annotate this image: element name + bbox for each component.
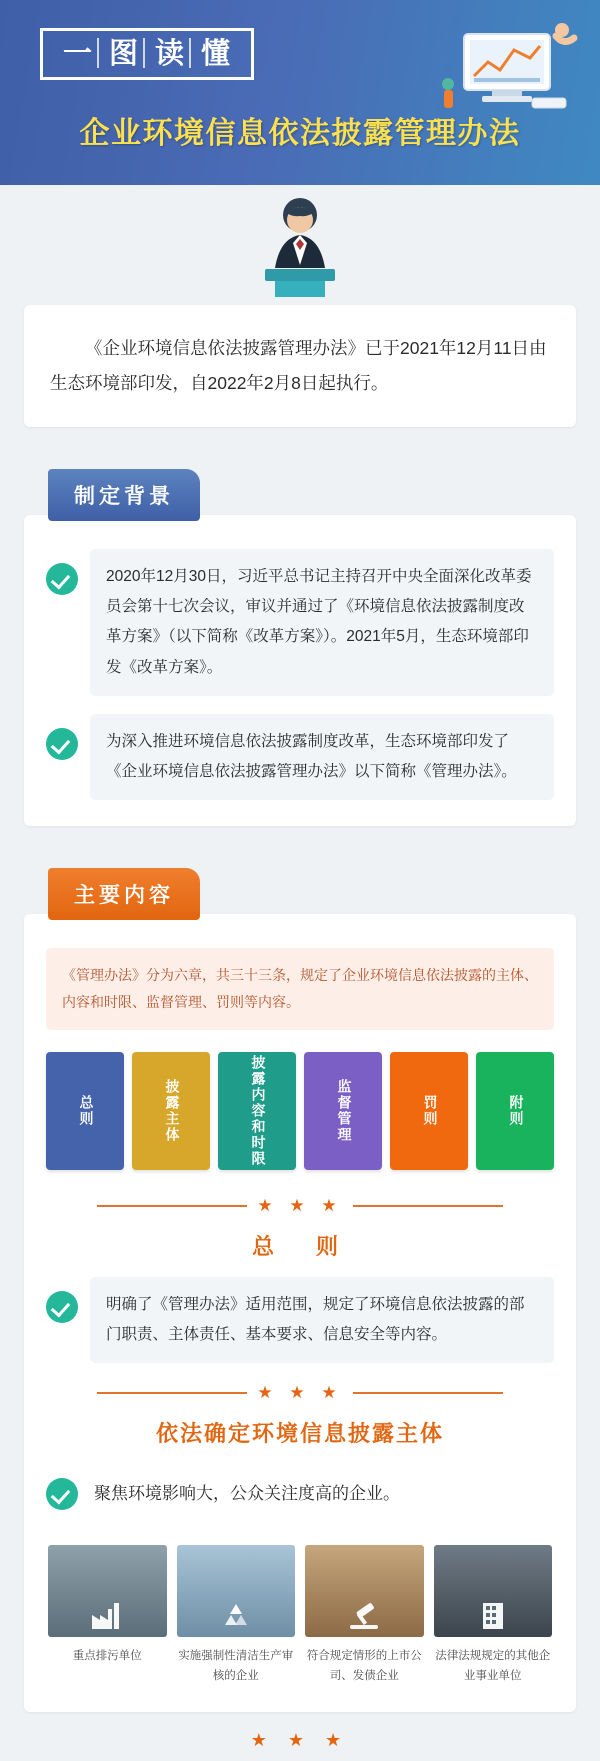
badge-char: 懂 <box>201 36 232 70</box>
list-item <box>46 1277 554 1363</box>
section-main-content <box>0 868 600 1712</box>
factory-icon <box>90 1601 124 1631</box>
divider-line <box>97 1392 247 1394</box>
sub-title-disclosure-subjects: 依法确定环境信息披露主体 <box>155 1421 444 1447</box>
list-item-text: 聚焦环境影响大，公众关注度高的企业。 <box>94 1483 400 1503</box>
intro-card: 《企业环境信息依法披露管理办法》已于2021年12月11日由生态环境部印发，自2022年2月8日起执行。 <box>24 305 576 427</box>
star-divider <box>46 1196 554 1216</box>
chapter-chip: 总则 <box>46 1052 124 1170</box>
page-title: 企业环境信息依法披露管理办法 <box>79 116 521 152</box>
main-content-summary: 《管理办法》分为六章，共三十三条，规定了企业环境信息依法披露的主体、内容和时限、监督管理、罚则等内容。 <box>46 948 554 1029</box>
building-icon <box>480 1601 506 1631</box>
check-icon <box>46 563 78 595</box>
divider-line <box>353 1205 503 1207</box>
speaker-zone <box>0 185 600 305</box>
sub-title-general-rules: 总 则 <box>251 1234 348 1260</box>
list-item <box>46 714 554 800</box>
list-item-text: 为深入推进环境信息依法披露制度改革，生态环境部印发了《企业环境信息依法披露管理办法》以下简称《管理办法》。 <box>90 714 554 800</box>
chapter-chip-list <box>46 1052 554 1170</box>
check-icon <box>46 728 78 760</box>
divider-line <box>353 1392 503 1394</box>
chapter-chip: 附则 <box>476 1052 554 1170</box>
windfarm-photo <box>177 1545 296 1637</box>
subject-card <box>177 1545 296 1686</box>
list-item-text: 2020年12月30日，习近平总书记主持召开中央全面深化改革委员会第十七次会议，审议并通过了《环境信息依法披露制度改革方案》（以下简称《改革方案》）。2021年5月，生态环境部印发《改革方案》。 <box>90 549 554 696</box>
check-icon <box>46 1291 78 1323</box>
list-item-text: 明确了《管理办法》适用范围，规定了环境信息依法披露的部门职责、主体责任、基本要求、信息安全等内容。 <box>90 1277 554 1363</box>
section-background <box>0 469 600 826</box>
subject-card-list <box>46 1545 554 1686</box>
gavel-icon <box>348 1601 380 1631</box>
section-tab-main-content: 主要内容 <box>48 868 200 920</box>
list-item <box>46 549 554 696</box>
bottom-star-divider: ★ ★ ★ <box>250 1730 350 1751</box>
subject-card <box>305 1545 424 1686</box>
subject-card-caption: 法律法规规定的其他企业事业单位 <box>435 1650 551 1682</box>
chapter-chip: 罚则 <box>390 1052 468 1170</box>
desktop-chart-illustration-icon <box>436 16 586 121</box>
subject-card-caption: 符合规定情形的上市公司、发债企业 <box>306 1650 422 1682</box>
list-item <box>46 1464 554 1523</box>
check-icon <box>46 1478 78 1510</box>
speaker-podium-illustration-icon <box>235 193 365 303</box>
chapter-chip: 披露内容和时限 <box>218 1052 296 1170</box>
building-photo <box>434 1545 553 1637</box>
header-badge <box>40 28 254 80</box>
star-group: ★ ★ ★ <box>257 1195 343 1215</box>
star-divider <box>46 1383 554 1403</box>
section-body-main-content <box>24 914 576 1712</box>
chapter-chip: 披露主体 <box>132 1052 210 1170</box>
recycle-icon <box>221 1601 251 1631</box>
subject-card-caption: 重点排污单位 <box>72 1650 142 1663</box>
star-group: ★ ★ ★ <box>257 1382 343 1402</box>
header-banner <box>0 0 600 185</box>
factory-photo <box>48 1545 167 1637</box>
gavel-photo <box>305 1545 424 1637</box>
badge-char: 一 <box>59 38 99 68</box>
subject-card <box>48 1545 167 1686</box>
subject-card-caption: 实施强制性清洁生产审核的企业 <box>178 1650 294 1682</box>
subject-card <box>434 1545 553 1686</box>
badge-char: 图 <box>105 38 145 68</box>
divider-line <box>97 1205 247 1207</box>
section-body-background <box>24 515 576 826</box>
badge-char: 读 <box>151 38 191 68</box>
chapter-chip: 监督管理 <box>304 1052 382 1170</box>
section-tab-background: 制定背景 <box>48 469 200 521</box>
